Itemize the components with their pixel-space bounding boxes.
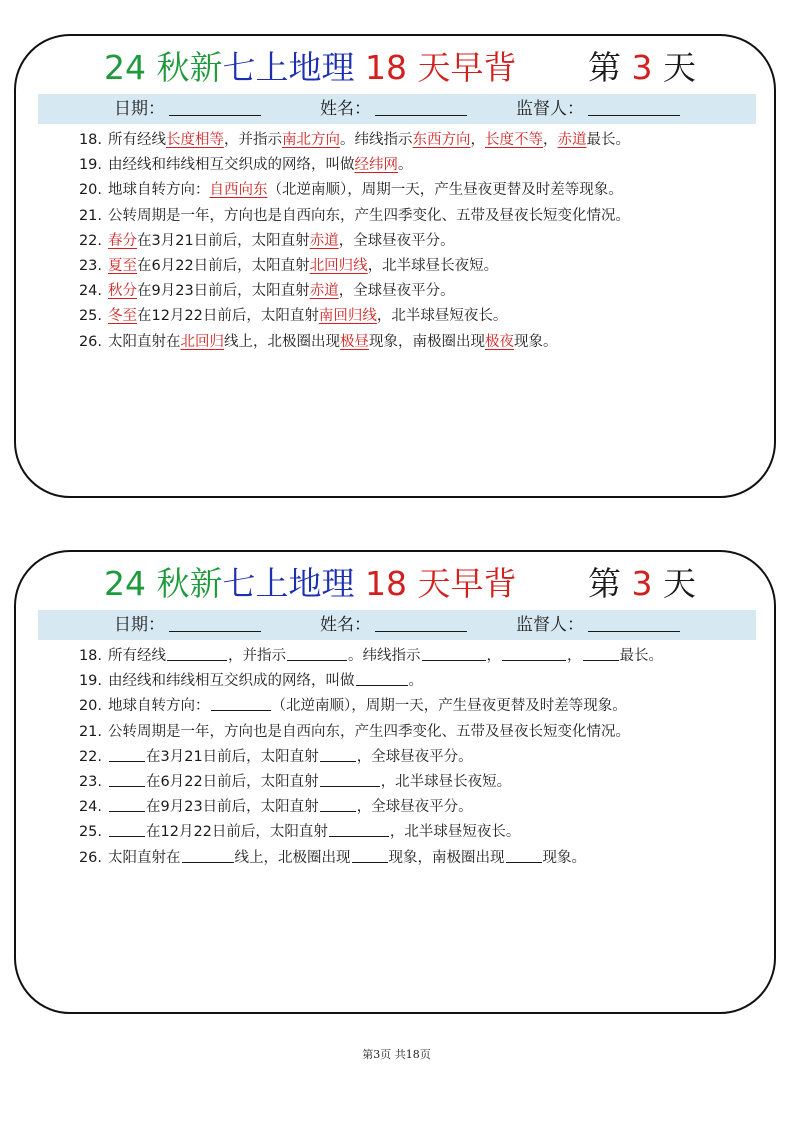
answer-list [68, 128, 748, 355]
day-label: 第 3 天 [588, 48, 696, 87]
blank-field[interactable] [109, 797, 145, 812]
list-item: 20. 地球自转方向： （北逆南顺），周期一天，产生昼夜更替及时差等现象。 [78, 698, 627, 715]
card-title [16, 48, 774, 88]
blank-field[interactable] [329, 822, 389, 837]
list-item: 20. 地球自转方向：自西向东（北逆南顺），周期一天，产生昼夜更替及时差等现象。 [78, 182, 623, 199]
page-footer: 第3页 共18页 [362, 1048, 431, 1061]
title-main: 24 秋新七上地理 18 天早背 [104, 564, 517, 603]
name-field[interactable]: 姓名： [320, 94, 467, 124]
blank-field[interactable] [352, 848, 388, 863]
info-bar [38, 610, 756, 640]
list-item: 18. 所有经线 ，并指示 。纬线指示 ， ， 最长。 [78, 648, 663, 664]
supervisor-field[interactable]: 监督人： [516, 94, 680, 124]
blank-field[interactable] [109, 747, 145, 762]
list-item: 26. 太阳直射在北回归线上，北极圈出现极昼现象，南极圈出现极夜现象。 [78, 333, 558, 350]
list-item: 23. 夏至在6月22日前后，太阳直射北回归线，北半球昼长夜短。 [78, 257, 499, 274]
list-item: 25. 在12月22日前后，太阳直射 ，北半球昼短夜长。 [78, 824, 521, 841]
blank-field[interactable] [320, 797, 356, 812]
supervisor-field[interactable]: 监督人： [516, 610, 680, 640]
answer-card [14, 34, 776, 498]
date-field[interactable]: 日期： [114, 94, 261, 124]
list-item: 25. 冬至在12月22日前后，太阳直射南回归线，北半球昼短夜长。 [78, 308, 508, 325]
blank-field[interactable] [167, 646, 227, 661]
blank-field[interactable] [109, 772, 145, 787]
list-item: 22. 在3月21日前后，太阳直射 ，全球昼夜平分。 [78, 748, 473, 765]
quiz-card [14, 550, 776, 1014]
blank-field[interactable] [422, 646, 486, 661]
quiz-list [68, 644, 748, 871]
blank-field[interactable] [320, 747, 356, 762]
blank-field[interactable] [287, 646, 347, 661]
list-item: 22. 春分在3月21日前后，太阳直射赤道，全球昼夜平分。 [78, 232, 455, 249]
list-item: 19. 由经线和纬线相互交织成的网络，叫做经纬网。 [78, 157, 413, 174]
blank-field[interactable] [182, 848, 234, 863]
date-field[interactable]: 日期： [114, 610, 261, 640]
list-item: 19. 由经线和纬线相互交织成的网络，叫做 。 [78, 673, 423, 690]
blank-field[interactable] [506, 848, 542, 863]
info-bar [38, 94, 756, 124]
list-item: 24. 在9月23日前后，太阳直射 ，全球昼夜平分。 [78, 799, 473, 816]
list-item: 26. 太阳直射在 线上，北极圈出现 现象，南极圈出现 现象。 [78, 849, 586, 866]
blank-field[interactable] [211, 696, 271, 711]
card-title [16, 564, 774, 604]
day-label: 第 3 天 [588, 564, 696, 603]
blank-field[interactable] [109, 822, 145, 837]
list-item: 21. 公转周期是一年，方向也是自西向东，产生四季变化、五带及昼夜长短变化情况。 [78, 207, 630, 224]
blank-field[interactable] [502, 646, 566, 661]
title-main: 24 秋新七上地理 18 天早背 [104, 48, 517, 87]
list-item: 21. 公转周期是一年，方向也是自西向东，产生四季变化、五带及昼夜长短变化情况。 [78, 723, 630, 740]
blank-field[interactable] [583, 646, 619, 661]
list-item: 24. 秋分在9月23日前后，太阳直射赤道，全球昼夜平分。 [78, 283, 455, 300]
list-item: 18. 所有经线长度相等，并指示南北方向。纬线指示东西方向，长度不等，赤道最长。 [78, 132, 630, 148]
blank-field[interactable] [356, 671, 408, 686]
list-item: 23. 在6月22日前后，太阳直射 ，北半球昼长夜短。 [78, 773, 512, 790]
name-field[interactable]: 姓名： [320, 610, 467, 640]
blank-field[interactable] [320, 772, 380, 787]
